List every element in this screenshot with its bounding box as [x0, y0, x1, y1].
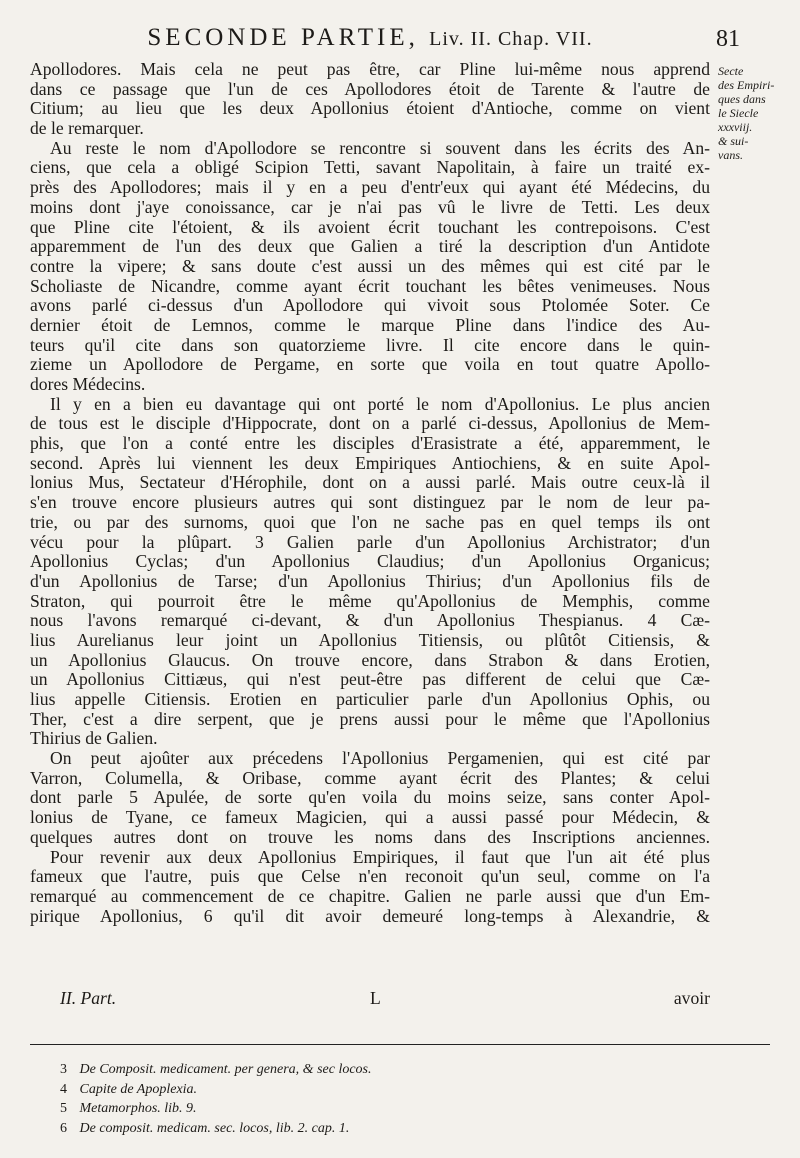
- footnote-number: 4: [60, 1081, 67, 1097]
- text-line: d'un Apollonius de Tarse; d'un Apollonius Thirius; d'un Apollonius fils de: [30, 571, 710, 591]
- text-line: Apollonius Cyclas; d'un Apollonius Claudius; d'un Apollonius Organicus;: [30, 552, 710, 572]
- text-line: lius appelle Citiensis. Erotien en particulier parle d'un Apollonius Ophis, ou: [30, 690, 710, 709]
- text-line: Au reste le nom d'Apollodore se rencontre si souvent dans les écrits des An-: [50, 138, 710, 158]
- text-line: apparemment de l'un des deux que Galien a tiré la description d'un Antidote: [30, 237, 710, 257]
- text-line: Il y en a bien eu davantage qui ont porté le nom d'Apollonius. Le plus ancien: [50, 394, 710, 414]
- text-line: remarqué au commencement de ce chapitre. Galien ne parle aussi que d'un Em-: [30, 886, 710, 906]
- text-line: teurs qu'il cite dans son quatorzieme livre. Il cite encore dans le quin-: [30, 335, 710, 355]
- text-line: dans ce passage que l'un de ces Apollodores étoit de Tarente & l'autre de: [30, 79, 710, 99]
- footnote-text: Capite de Apoplexia.: [79, 1081, 198, 1097]
- text-line: avons parlé ci-dessus d'un Apollodore qui vivoit sous Ptolomée Soter. Ce: [30, 296, 710, 316]
- text-line: Apollodores. Mais cela ne peut pas être, car Pline lui-même nous apprend: [30, 60, 710, 79]
- text-line: phis, que l'on a conté entre les disciples d'Erasistrate a été, apparemment, le: [30, 434, 710, 454]
- text-line: s'en trouve encore plusieurs autres qui sont distinguez par le nom de leur pa-: [30, 493, 710, 513]
- text-line: pirique Apollonius, 6 qu'il dit avoir demeuré long-temps à Alexandrie, &: [30, 906, 710, 926]
- page-foot: [30, 988, 710, 1010]
- text-line: Ther, c'est a dire serpent, que je prens aussi pour le même que l'Apollonius: [30, 709, 710, 729]
- footnote: [60, 1080, 760, 1100]
- text-line: zieme un Apollodore de Pergame, en sorte que voila en tout quatre Apollo-: [30, 355, 710, 375]
- text-line: quelques autres dont on trouve les noms dans des Inscriptions anciennes.: [30, 827, 710, 847]
- text-line: contre la vipere; & sans doute c'est aussi un des mêmes qui est cité par le: [30, 256, 710, 276]
- body-text: [30, 60, 710, 926]
- text-line: un Apollonius Glaucus. On trouve encore, dans Strabon & dans Erotien,: [30, 650, 710, 670]
- text-line: Thirius de Galien.: [30, 729, 158, 749]
- running-header: [30, 24, 710, 56]
- footnote: [60, 1099, 760, 1119]
- footnote-text: De Composit. medicament. per genera, & sec locos.: [79, 1062, 372, 1077]
- margin-note-line: vans.: [718, 148, 743, 162]
- footnote-number: 3: [60, 1062, 67, 1077]
- text-line: On peut ajoûter aux précedens l'Apollonius Pergamenien, qui est cité par: [50, 749, 710, 769]
- margin-note-line: le Siecle: [718, 106, 759, 120]
- text-line: près des Apollodores; mais il y en a peu d'entr'eux qui ayant été Médecins, du: [30, 178, 710, 198]
- text-line: dernier étoit de Lemnos, comme le marque Pline dans l'indice des Au-: [30, 315, 710, 335]
- text-line: vécu pour la plûpart. 3 Galien parle d'un Apollonius Archistrator; d'un: [30, 532, 710, 552]
- text-line: Varron, Columella, & Oribase, comme ayant écrit des Plantes; & celui: [30, 768, 710, 788]
- signature: II. Part.: [60, 988, 117, 1008]
- header-book-chapter: Liv. II. Chap. VII.: [429, 28, 593, 50]
- margin-note-line: Secte: [718, 64, 744, 78]
- text-line: fameux que l'autre, puis que Celse n'en reconoit qu'un seul, comme on l'a: [30, 867, 710, 887]
- text-line: de le remarquer.: [30, 119, 144, 139]
- signature-mark: L: [370, 988, 381, 1008]
- footnote-rule: [30, 1044, 770, 1045]
- text-line: que Pline cite l'étoient, & ils avoient écrit touchant les contrepoisons. C'est: [30, 217, 710, 237]
- text-line: Straton, qui pourroit être le même qu'Apollonius de Memphis, comme: [30, 591, 710, 611]
- margin-note-line: & sui-: [718, 134, 749, 148]
- margin-note-line: des Empiri-: [718, 78, 775, 92]
- text-line: second. Après lui viennent les deux Empiriques Antiochiens, & en suite Apol-: [30, 453, 710, 473]
- footnotes: [60, 1060, 760, 1138]
- text-line: trie, ou par des surnoms, quoi que l'on ne sache pas en quel temps ils ont: [30, 512, 710, 532]
- text-line: Citium; au lieu que les deux Apollonius étoient d'Antioche, comme on vient: [30, 99, 710, 119]
- margin-note-line: ques dans: [718, 92, 766, 106]
- text-line: nous l'avons remarqué ci-devant, & d'un Apollonius Thespianus. 4 Cæ-: [30, 611, 710, 631]
- text-line: ciens, que cela a obligé Scipion Tetti, savant Napolitain, à faire un traité ex-: [30, 158, 710, 178]
- text-line: lius Aurelianus leur joint un Apollonius Titiensis, ou plûtôt Citiensis, &: [30, 630, 710, 650]
- page-number: 81: [716, 26, 740, 52]
- text-line: lonius Mus, Sectateur d'Hérophile, dont on a aussi parlé. Mais outre ceux-là il: [30, 473, 710, 493]
- catchword: avoir: [673, 988, 710, 1008]
- footnote-number: 5: [60, 1101, 67, 1116]
- margin-note: [718, 64, 790, 162]
- text-line: Scholiaste de Nicandre, comme ayant écrit touchant les bêtes venimeuses. Nous: [30, 276, 710, 296]
- footnote-text: Metamorphos. lib. 9.: [79, 1101, 197, 1116]
- margin-note-line: xxxviij.: [718, 120, 753, 134]
- text-line: Pour revenir aux deux Apollonius Empiriques, il faut que l'un ait été plus: [50, 847, 710, 867]
- text-line: moins dont j'aye conoissance, car je n'ai pas vû le livre de Tetti. Les deux: [30, 197, 710, 217]
- text-line: lonius de Tyane, ce fameux Magicien, qui a aussi passé pour Médecin, &: [30, 808, 710, 828]
- footnote: [60, 1119, 760, 1139]
- text-line: un Apollonius Cittiæus, qui n'est peut-être pas different de celui que Cæ-: [30, 670, 710, 690]
- text-line: dont parle 5 Apulée, de sorte qu'en voila du moins seize, sans conter Apol-: [30, 788, 710, 808]
- text-line: de tous est le disciple d'Hippocrate, dont on a parlé ci-dessus, Apollonius de Mem-: [30, 414, 710, 434]
- footnote-number: 6: [60, 1120, 67, 1136]
- header-title: SECONDE PARTIE,: [147, 24, 419, 51]
- footnote: [60, 1060, 760, 1080]
- footnote-text: De composit. medicam. sec. locos, lib. 2. cap. 1.: [79, 1120, 350, 1136]
- text-line: dores Médecins.: [30, 375, 146, 394]
